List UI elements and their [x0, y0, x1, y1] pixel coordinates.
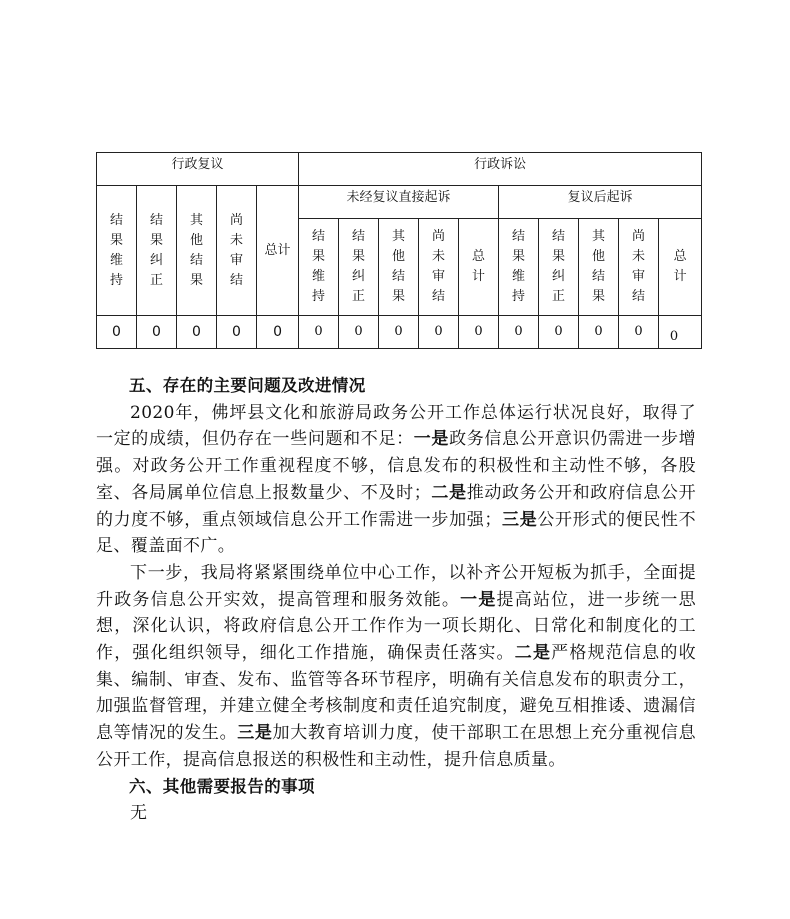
admin-review-header: 行政复议 — [97, 153, 299, 186]
after-pending-header: 尚未审结 — [619, 219, 659, 316]
review-corrected-header: 结果纠正 — [137, 186, 177, 316]
after-total-header: 总计 — [659, 219, 702, 316]
review-upheld-value: 0 — [97, 316, 137, 349]
review-pending-value: 0 — [217, 316, 257, 349]
direct-total-header: 总计 — [459, 219, 499, 316]
review-litigation-table — [96, 152, 702, 349]
direct-corrected-value: 0 — [339, 316, 379, 349]
after-upheld-value: 0 — [499, 316, 539, 349]
review-total-value: 0 — [257, 316, 299, 349]
after-total-value: 0 — [659, 316, 702, 349]
direct-upheld-header: 结果维持 — [299, 219, 339, 316]
review-corrected-value: 0 — [137, 316, 177, 349]
direct-upheld-value: 0 — [299, 316, 339, 349]
direct-total-value: 0 — [459, 316, 499, 349]
after-pending-value: 0 — [619, 316, 659, 349]
review-total-header: 总计 — [257, 186, 299, 316]
section6-heading: 六、其他需要报告的事项 — [129, 776, 315, 796]
after-other-header: 其他结果 — [579, 219, 619, 316]
after-upheld-header: 结果维持 — [499, 219, 539, 316]
section5-heading: 五、存在的主要问题及改进情况 — [129, 376, 366, 395]
section6-body: 无 — [130, 803, 148, 824]
direct-other-value: 0 — [379, 316, 419, 349]
review-other-value: 0 — [177, 316, 217, 349]
section5-paragraph-2: 下一步，我局将紧紧围绕单位中心工作，以补齐公开短板为抓手，全面提升政务信息公开实效，提高管理和服务效能。一是提高站位，进一步统一思想，深化认识，将政府信息公开工作作为一项长期化、日常化和制度化的工作，强化组织领导，细化工作措施，确保责任落实。二是严格规范信息的收集、编制、审查、发布、监管等各环节程序，明确有关信息发布的职责分工，加强监督管理，并建立健全考核制度和责任追究制度，避免互相推诿、遗漏信息等情况的发生。三是加大教育培训力度，使干部职工在思想上充分重视信息公开工作，提高信息报送的积极性和主动性，提升信息质量。 — [96, 562, 697, 770]
section5-paragraph-1: 2020年，佛坪县文化和旅游局政务公开工作总体运行状况良好，取得了一定的成绩，但仍存在一些问题和不足：一是政务信息公开意识仍需进一步增强。对政务公开工作重视程度不够，信息发布的积极性和主动性不够，各股室、各局属单位信息上报数量少、不及时；二是推动政务公开和政府信息公开的力度不够，重点领域信息公开工作需进一步加强；三是公开形式的便民性不足、覆盖面不广。 — [96, 402, 696, 557]
review-other-header: 其他结果 — [177, 186, 217, 316]
review-upheld-header: 结果维持 — [97, 186, 137, 316]
admin-litigation-header: 行政诉讼 — [299, 153, 702, 186]
direct-pending-header: 尚未审结 — [419, 219, 459, 316]
review-pending-header: 尚未审结 — [217, 186, 257, 316]
after-other-value: 0 — [579, 316, 619, 349]
direct-other-header: 其他结果 — [379, 219, 419, 316]
direct-pending-value: 0 — [419, 316, 459, 349]
report-body — [96, 373, 696, 827]
direct-corrected-header: 结果纠正 — [339, 219, 379, 316]
after-corrected-header: 结果纠正 — [539, 219, 579, 316]
direct-suit-header: 未经复议直接起诉 — [299, 186, 499, 219]
after-review-suit-header: 复议后起诉 — [499, 186, 702, 219]
after-corrected-value: 0 — [539, 316, 579, 349]
